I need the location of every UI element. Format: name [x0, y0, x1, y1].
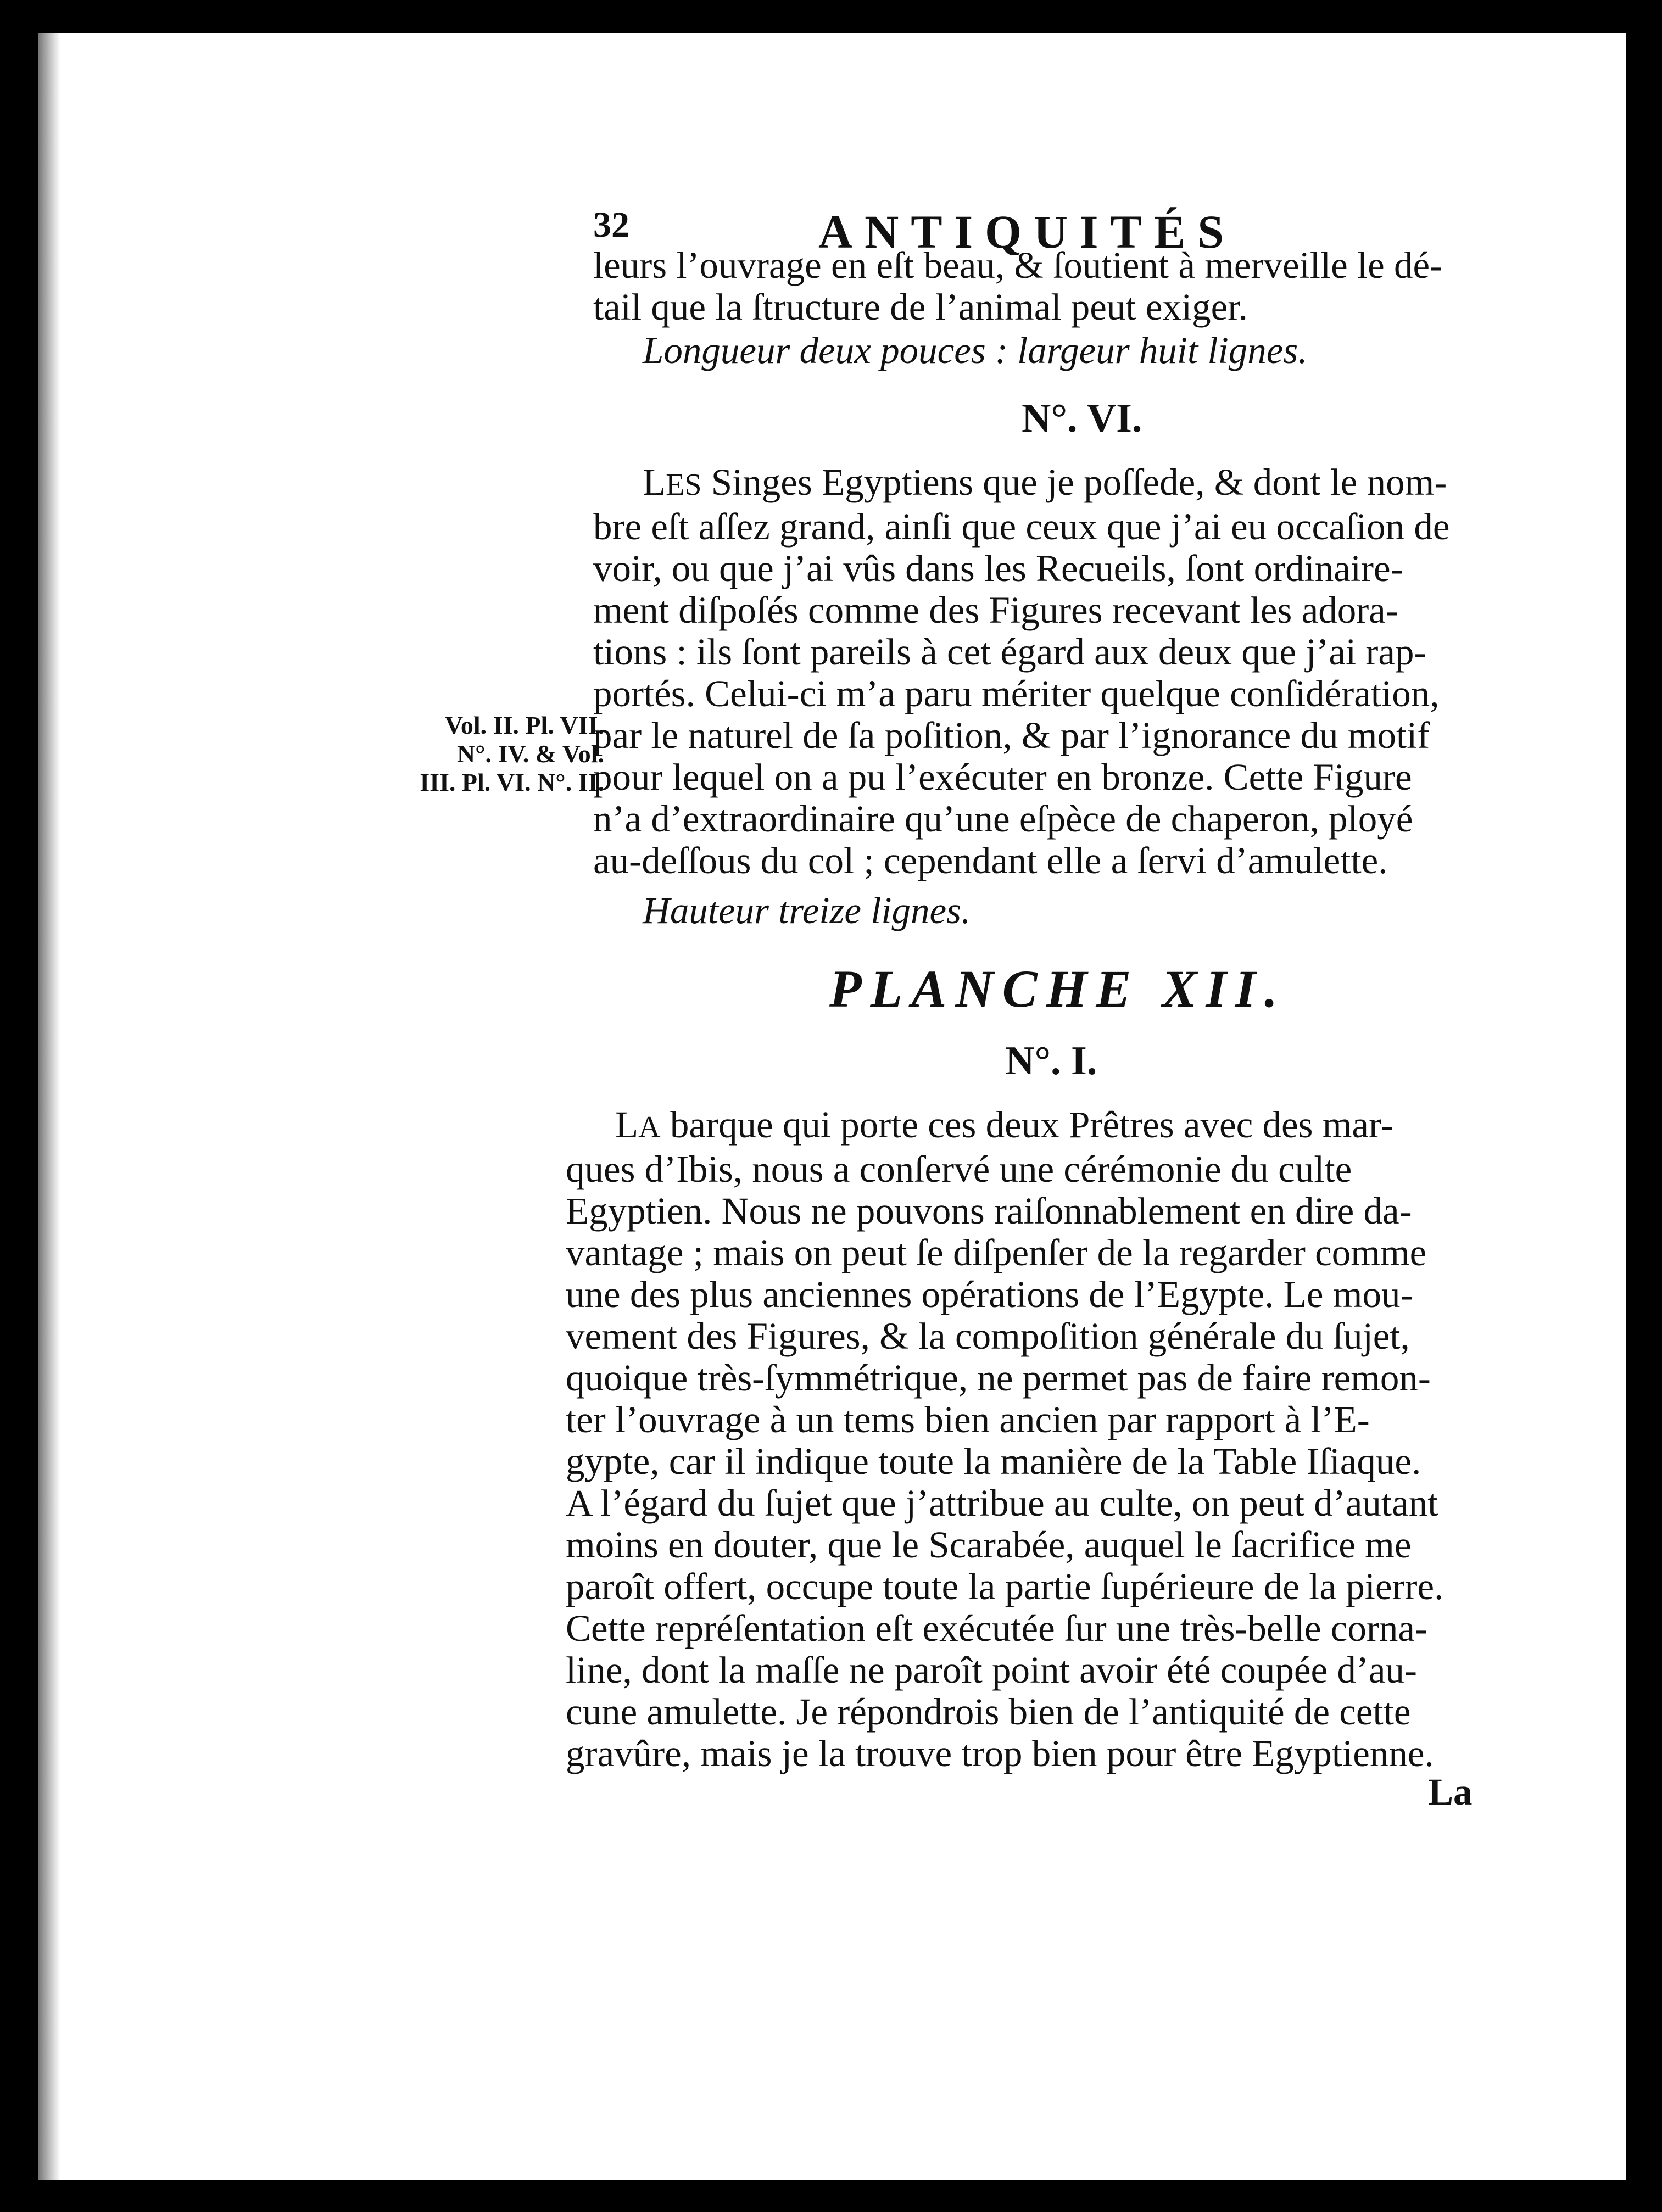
plate-title: PLANCHE XII. [829, 959, 1287, 1018]
book-page [38, 33, 1626, 2180]
text-line: LA barque qui porte ces deux Prêtres avec des mar- [615, 1104, 1393, 1146]
paragraph-i [566, 1104, 1443, 1774]
text-line: paroît offert, occupe toute la partie ſupérieure de la pierre. [566, 1566, 1444, 1607]
text-line: gypte, car il indique toute la manière de la Table Iſiaque. [566, 1440, 1421, 1482]
text-line: Egyptien. Nous ne pouvons raiſonnablement en dire da- [566, 1190, 1412, 1232]
text-line: au-deſſous du col ; cependant elle a ſervi d’amulette. [593, 840, 1388, 881]
text-line: vantage ; mais on peut ſe diſpenſer de la regarder comme [566, 1232, 1427, 1273]
text-line: tions : ils ſont pareils à cet égard aux deux que j’ai rap- [593, 631, 1427, 673]
text-line: gravûre, mais je la trouve trop bien pour être Egyptienne. [566, 1733, 1434, 1774]
text-line: moins en douter, que le Scarabée, auquel le ſacrifice me [566, 1524, 1412, 1566]
running-head: ANTIQUITÉS [818, 205, 1236, 258]
catchword: La [1428, 1771, 1473, 1813]
margin-note [373, 711, 604, 797]
text-line: A l’égard du ſujet que j’attribue au culte, on peut d’autant [566, 1482, 1438, 1524]
page-number: 32 [593, 205, 629, 245]
text-line: bre eſt aſſez grand, ainſi que ceux que j’ai eu occaſion de [593, 506, 1450, 548]
small-caps: ES [666, 468, 702, 502]
text-line: line, dont la maſſe ne paroît point avoir été coupée d’au- [566, 1649, 1418, 1691]
text-line: portés. Celui-ci m’a paru mériter quelque conſidération, [593, 673, 1440, 714]
section-heading-vi: N°. VI. [1022, 396, 1142, 441]
text-line: quoique très-ſymmétrique, ne permet pas de faire remon- [566, 1357, 1431, 1399]
text-line: ment diſpoſés comme des Figures recevant les adora- [593, 589, 1398, 631]
text-line: par le naturel de ſa poſition, & par l’ignorance du motif [593, 714, 1430, 756]
text-line: n’a d’extraordinaire qu’une eſpèce de chaperon, ployé [593, 798, 1413, 840]
dimensions-note: Longueur deux pouces : largeur huit lignes. [643, 329, 1308, 371]
continuation-paragraph [593, 244, 1442, 328]
text-line: tail que la ſtructure de l’animal peut exiger. [593, 286, 1248, 328]
text-line: Cette repréſentation eſt exécutée ſur une très-belle corna- [566, 1607, 1427, 1649]
text-line: vement des Figures, & la compoſition générale du ſujet, [566, 1315, 1410, 1357]
text-line: une des plus anciennes opérations de l’Egypte. Le mou- [566, 1273, 1413, 1315]
text-line: leurs l’ouvrage en eſt beau, & ſoutient à merveille le dé- [593, 244, 1443, 286]
page-shadow-edge [38, 33, 60, 2180]
paragraph-vi [593, 461, 1449, 881]
text-line: ques d’Ibis, nous a conſervé une cérémonie du culte [566, 1148, 1352, 1190]
dimensions-note: Hauteur treize lignes. [643, 890, 971, 931]
text-line: ter l’ouvrage à un tems bien ancien par rapport à l’E- [566, 1399, 1370, 1440]
text-line: pour lequel on a pu l’exécuter en bronze. Cette Figure [593, 756, 1412, 798]
text-line: LES Singes Egyptiens que je poſſede, & dont le nom- [643, 461, 1447, 503]
drop-initial: L [615, 1104, 639, 1146]
text-line: voir, ou que j’ai vûs dans les Recueils, ſont ordinaire- [593, 548, 1403, 589]
drop-initial: L [643, 461, 666, 503]
margin-note-line: N°. IV. & Vol. [456, 740, 604, 768]
text-line: cune amulette. Je répondrois bien de l’antiquité de cette [566, 1691, 1411, 1733]
small-caps: A [638, 1110, 661, 1144]
margin-note-line: Vol. II. Pl. VII. [444, 711, 604, 739]
section-heading-i: N°. I. [1005, 1038, 1097, 1083]
margin-note-line: III. Pl. VI. N°. II. [420, 768, 604, 796]
